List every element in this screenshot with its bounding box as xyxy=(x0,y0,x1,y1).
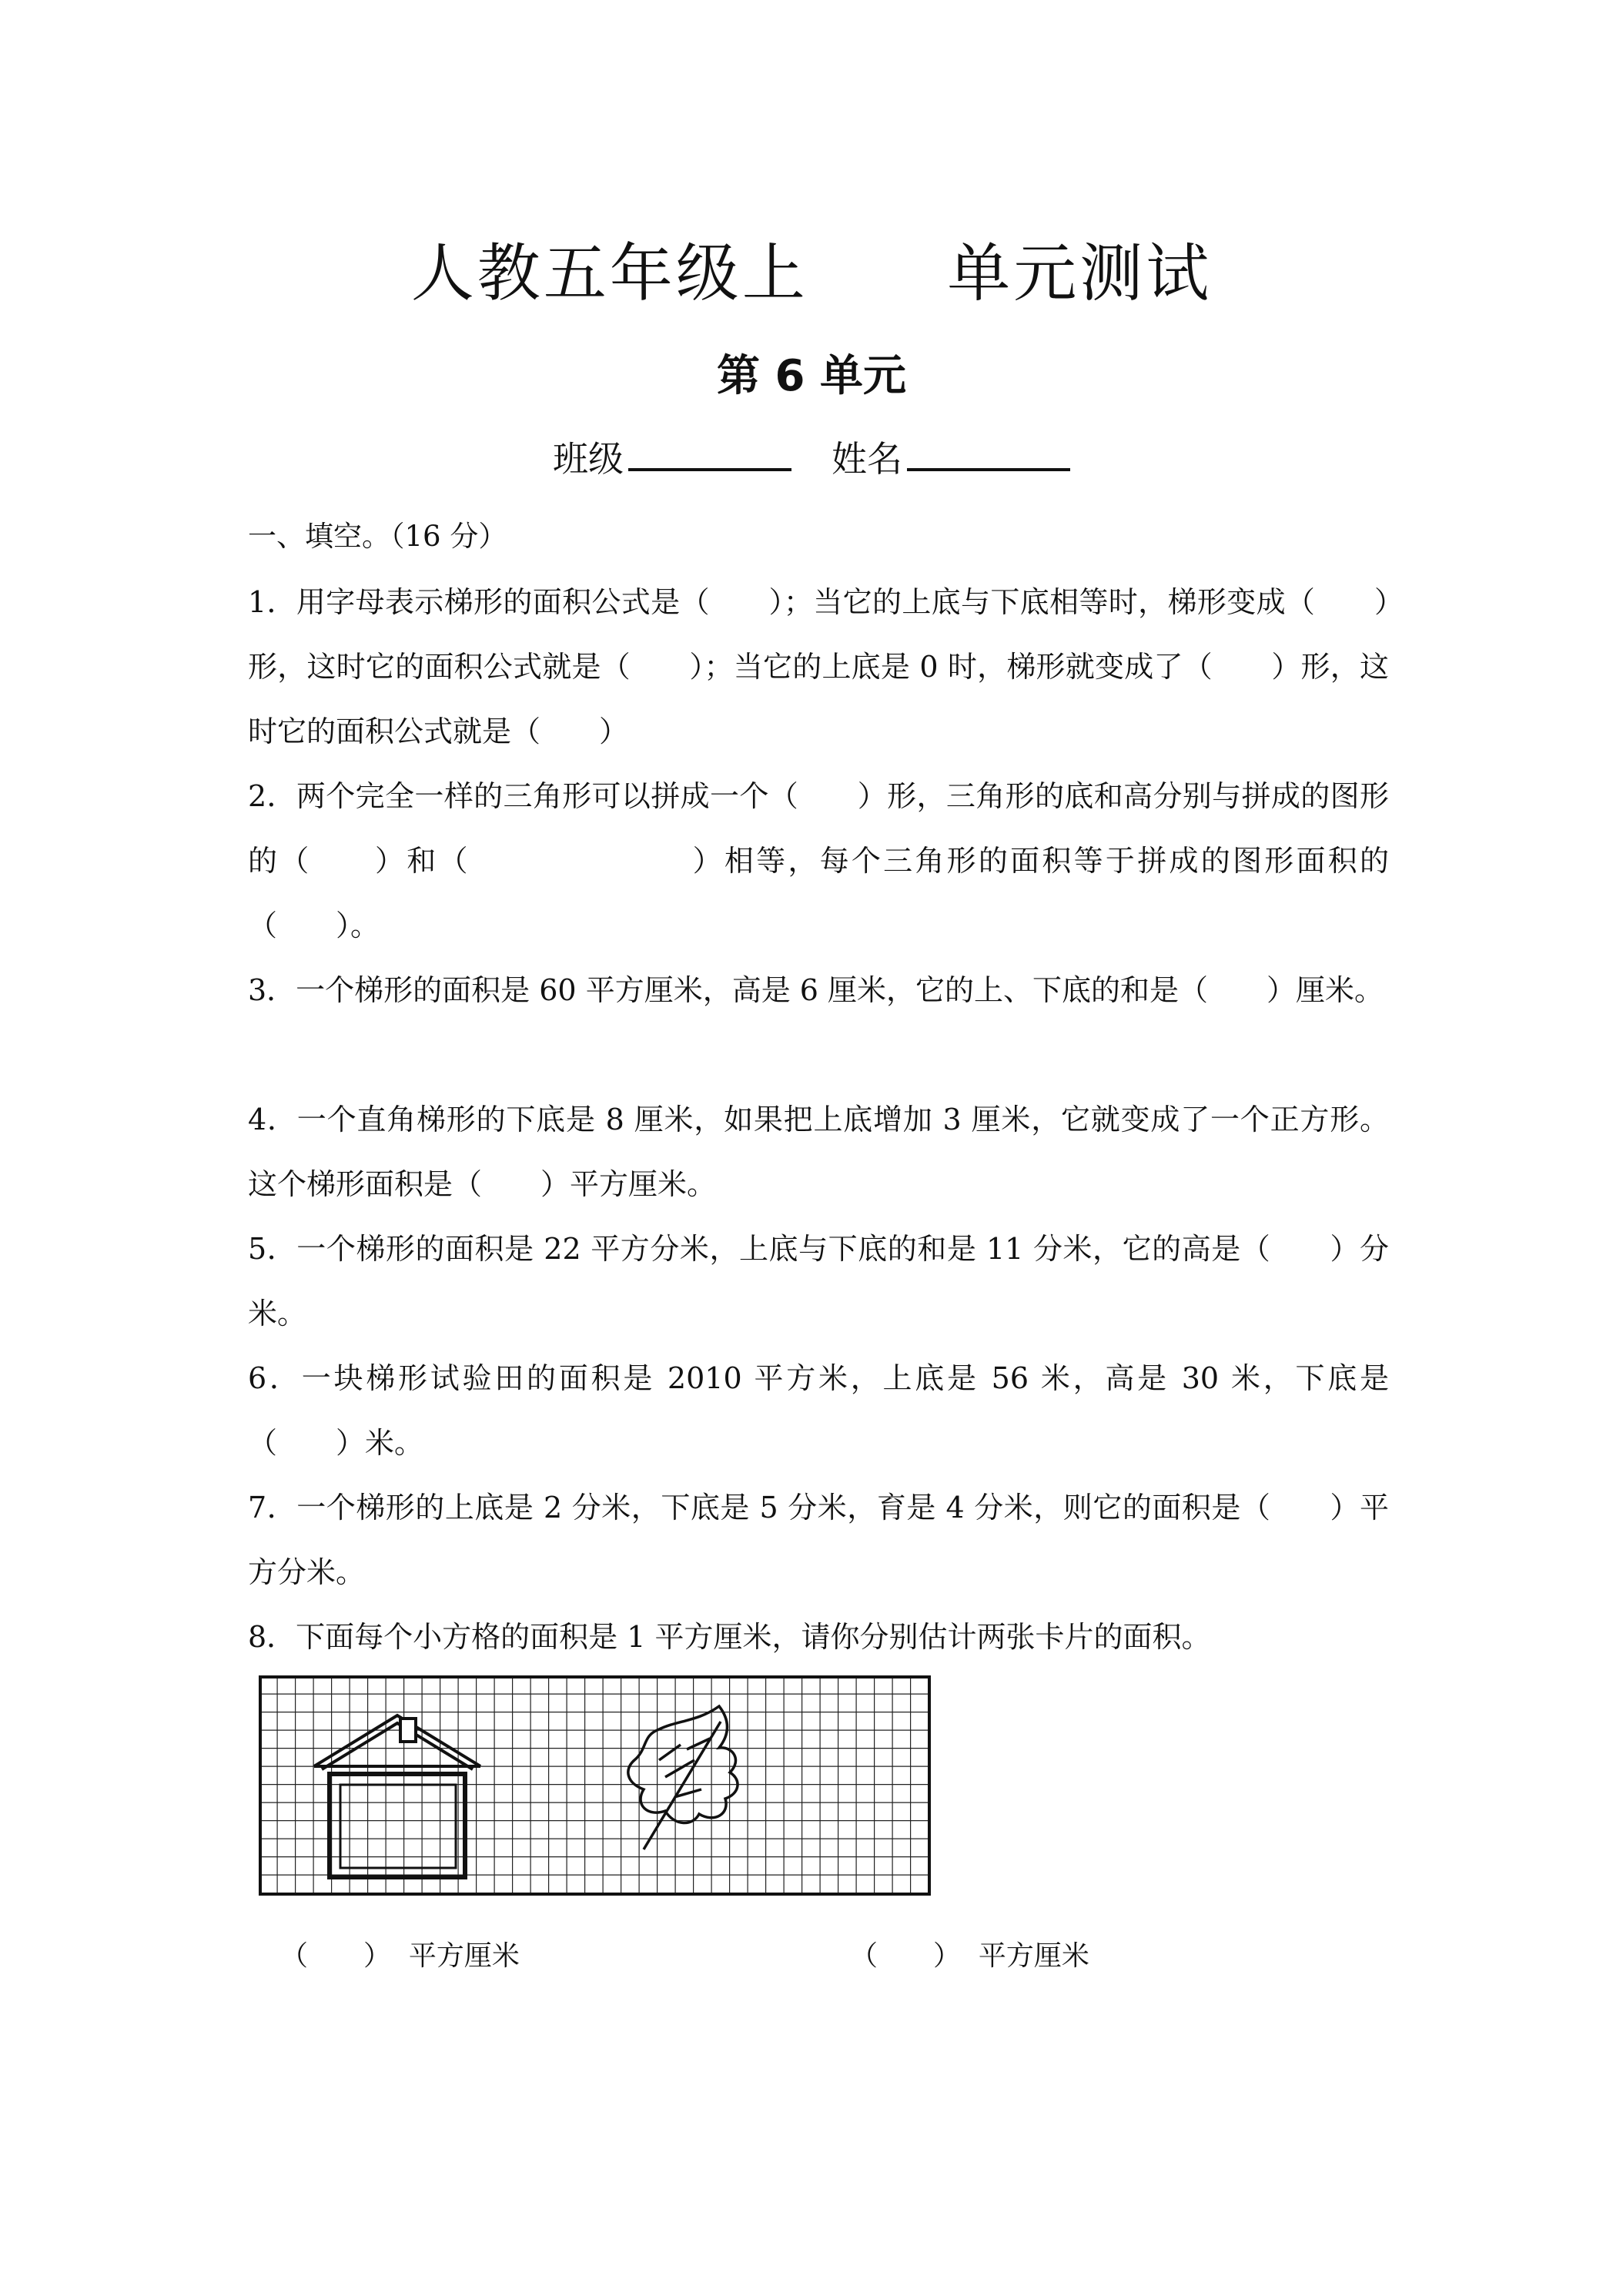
question-6: 6．一块梯形试验田的面积是 2010 平方米，上底是 56 米，高是 30 米，下底是（ ）米。 xyxy=(248,1361,1389,1460)
student-info-line xyxy=(0,431,1623,482)
house-area-caption: （ ） 平方厘米 xyxy=(280,1940,520,1972)
name-label: 姓名 xyxy=(832,438,902,480)
question-8: 8．下面每个小方格的面积是 1 平方厘米，请你分别估计两张卡片的面积。 xyxy=(248,1620,1211,1654)
question-7: 7．一个梯形的上底是 2 分米，下底是 5 分米，育是 4 分米，则它的面积是（ ）平方分米。 xyxy=(248,1491,1389,1589)
name-blank[interactable] xyxy=(907,437,1070,471)
page-title: 人教五年级上 单元测试 xyxy=(410,237,1213,310)
section-heading: 一、填空。（16 分） xyxy=(248,520,507,553)
question-3: 3．一个梯形的面积是 60 平方厘米，高是 6 厘米，它的上、下底的和是（ ）厘米。 xyxy=(248,973,1384,1007)
unit-subtitle: 第 6 单元 xyxy=(717,351,906,401)
question-1: 1．用字母表示梯形的面积公式是（ ）；当它的上底与下底相等时，梯形变成（ ）形，这时它的面积公式就是（ ）；当它的上底是 0 时，梯形就变成了（ ）形，这时它的面积公式就是（ ） xyxy=(248,585,1389,748)
question-2: 2．两个完全一样的三角形可以拼成一个（ ）形，三角形的底和高分别与拼成的图形的（ ）和（ ）相等，每个三角形的面积等于拼成的图形面积的（ ）。 xyxy=(248,779,1389,942)
leaf-area-caption: （ ） 平方厘米 xyxy=(850,1940,1089,1972)
question-4: 4．一个直角梯形的下底是 8 厘米，如果把上底增加 3 厘米，它就变成了一个正方形。这个梯形面积是（ ）平方厘米。 xyxy=(248,1103,1389,1201)
class-label: 班级 xyxy=(553,438,624,480)
question-5: 5．一个梯形的面积是 22 平方分米，上底与下底的和是 11 分米，它的高是（ ）分米。 xyxy=(248,1232,1389,1330)
grid-figure xyxy=(259,1675,936,1917)
class-blank[interactable] xyxy=(628,437,791,471)
